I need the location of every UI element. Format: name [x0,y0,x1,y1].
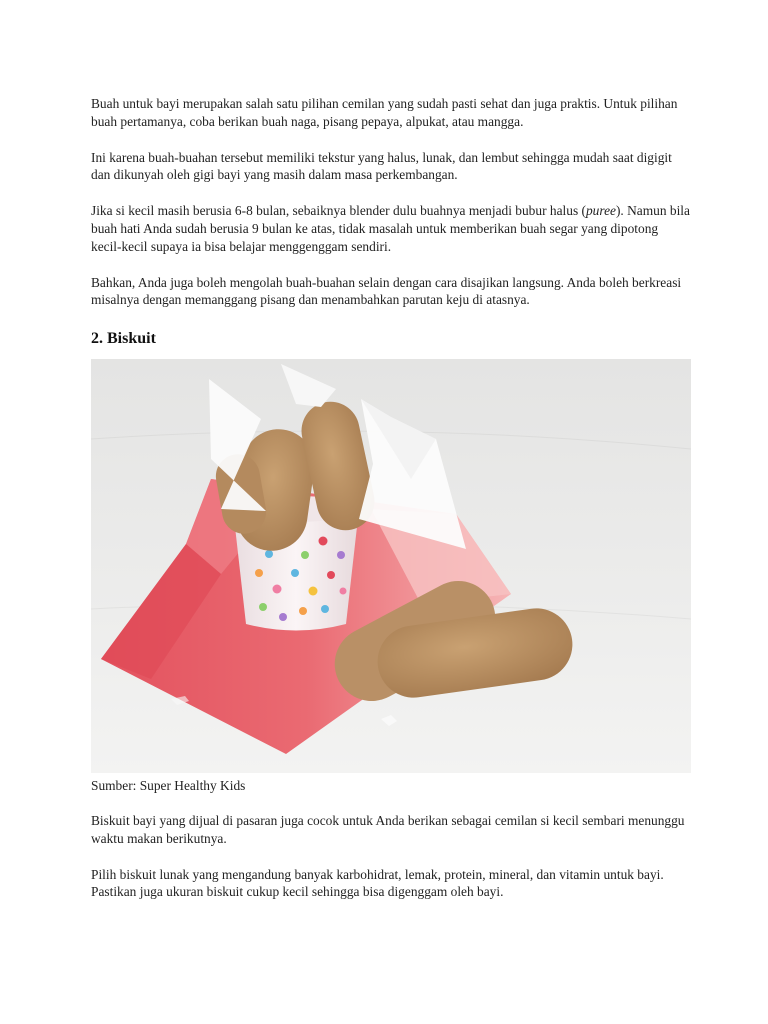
paragraph-fruit-intro: Buah untuk bayi merupakan salah satu pilihan cemilan yang sudah pasti sehat dan juga praktis. Untuk pilihan buah pertamanya, coba berikan buah naga, pisang pepaya, alpukat, atau mangga. [91,96,678,129]
photo-caption: Sumber: Super Healthy Kids [91,778,246,794]
biscuit-photo [91,359,691,773]
section-heading-biskuit: 2. Biskuit [91,330,156,348]
paragraph-fruit-age-part2: ). Namun bila buah hati Anda sudah berusia 9 bulan ke atas, tidak masalah untuk memberikan buah segar yang dipotong kecil-kecil supaya ia bisa belajar menggenggam sendiri. [91,203,690,254]
puree-term: puree [585,203,616,219]
paragraph-biscuit-choose: Pilih biskuit lunak yang mengandung banyak karbohidrat, lemak, protein, mineral, dan vitamin untuk bayi. Pastikan juga ukuran biskuit cukup kecil sehingga bisa digenggam oleh bayi. [91,866,664,900]
paragraph-fruit-age [91,202,691,255]
paragraph-biscuit-market: Biskuit bayi yang dijual di pasaran juga cocok untuk Anda berikan sebagai cemilan si kecil sembari menunggu waktu makan berikutnya. [91,812,685,846]
paragraph-fruit-age-part1: Jika si kecil masih berusia 6-8 bulan, sebaiknya blender dulu buahnya menjadi bubur halus ( [91,203,586,219]
article-body [91,95,691,901]
paragraph-fruit-texture: Ini karena buah-buahan tersebut memiliki tekstur yang halus, lunak, dan lembut sehingga mudah saat digigit dan dikunyah oleh gigi bayi yang masih dalam masa perkembangan. [91,149,672,183]
paragraph-fruit-creative: Bahkan, Anda juga boleh mengolah buah-buahan selain dengan cara disajikan langsung. Anda boleh berkreasi misalnya dengan memanggang pisang dan menambahkan parutan keju di atasnya. [91,274,682,308]
